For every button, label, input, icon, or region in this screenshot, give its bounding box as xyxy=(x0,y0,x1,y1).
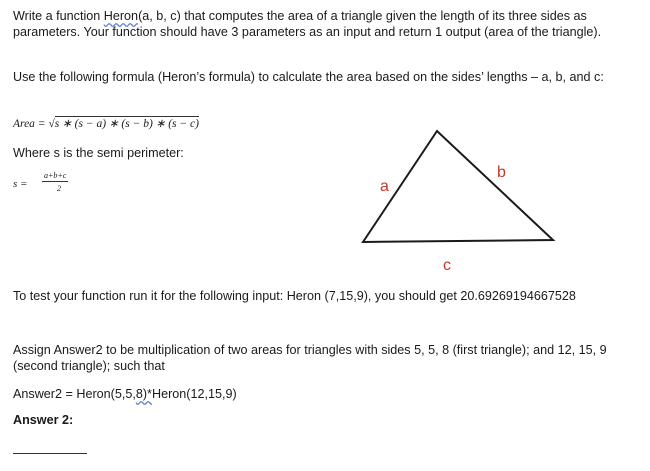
answer2-expression-suffix: Heron(12,15,9) xyxy=(151,387,237,401)
semi-perimeter-label: Where s is the semi perimeter: xyxy=(13,146,184,160)
answer2-description: Assign Answer2 to be multiplication of two areas for triangles with sides 5, 5, 8 (first triangle); and 12, 15, 9 (second triangle); such that xyxy=(13,343,607,373)
answer2-label: Answer 2: xyxy=(13,413,74,427)
s-formula-numerator: a+b+c xyxy=(44,171,67,180)
triangle-shape xyxy=(363,131,553,242)
answer-blank-line xyxy=(13,453,87,454)
formula-instruction: Use the following formula (Heron’s formula) to calculate the area based on the sides’ lengths – a, b, and c: xyxy=(13,70,604,84)
task-text-prefix: Write a function xyxy=(13,9,104,23)
side-label-a: a xyxy=(380,178,389,195)
side-label-b: b xyxy=(497,164,506,181)
area-formula-radicand: s ∗ (s − a) ∗ (s − b) ∗ (s − c) xyxy=(54,118,199,130)
function-name: Heron xyxy=(103,9,139,23)
answer2-expression xyxy=(13,387,638,403)
answer2-expression-prefix: Answer2 = Heron(5,5, xyxy=(13,387,136,401)
s-formula-denominator: 2 xyxy=(57,184,61,193)
task-text-rest: (a, b, c) that computes the area of a triangle given the length of its three sides as parameters. Your function should have 3 parameters as an input and return 1 output (area of the triangle). xyxy=(13,9,602,39)
sqrt-symbol: √ xyxy=(48,118,55,130)
answer2-expression-squiggle: 8)* xyxy=(135,387,152,401)
side-label-c: c xyxy=(443,257,451,274)
test-instruction: To test your function run it for the following input: Heron (7,15,9), you should get 20.69269194667528 xyxy=(13,289,576,303)
area-formula-lhs: Area = xyxy=(13,118,46,130)
s-formula-lhs: s = xyxy=(13,178,28,190)
